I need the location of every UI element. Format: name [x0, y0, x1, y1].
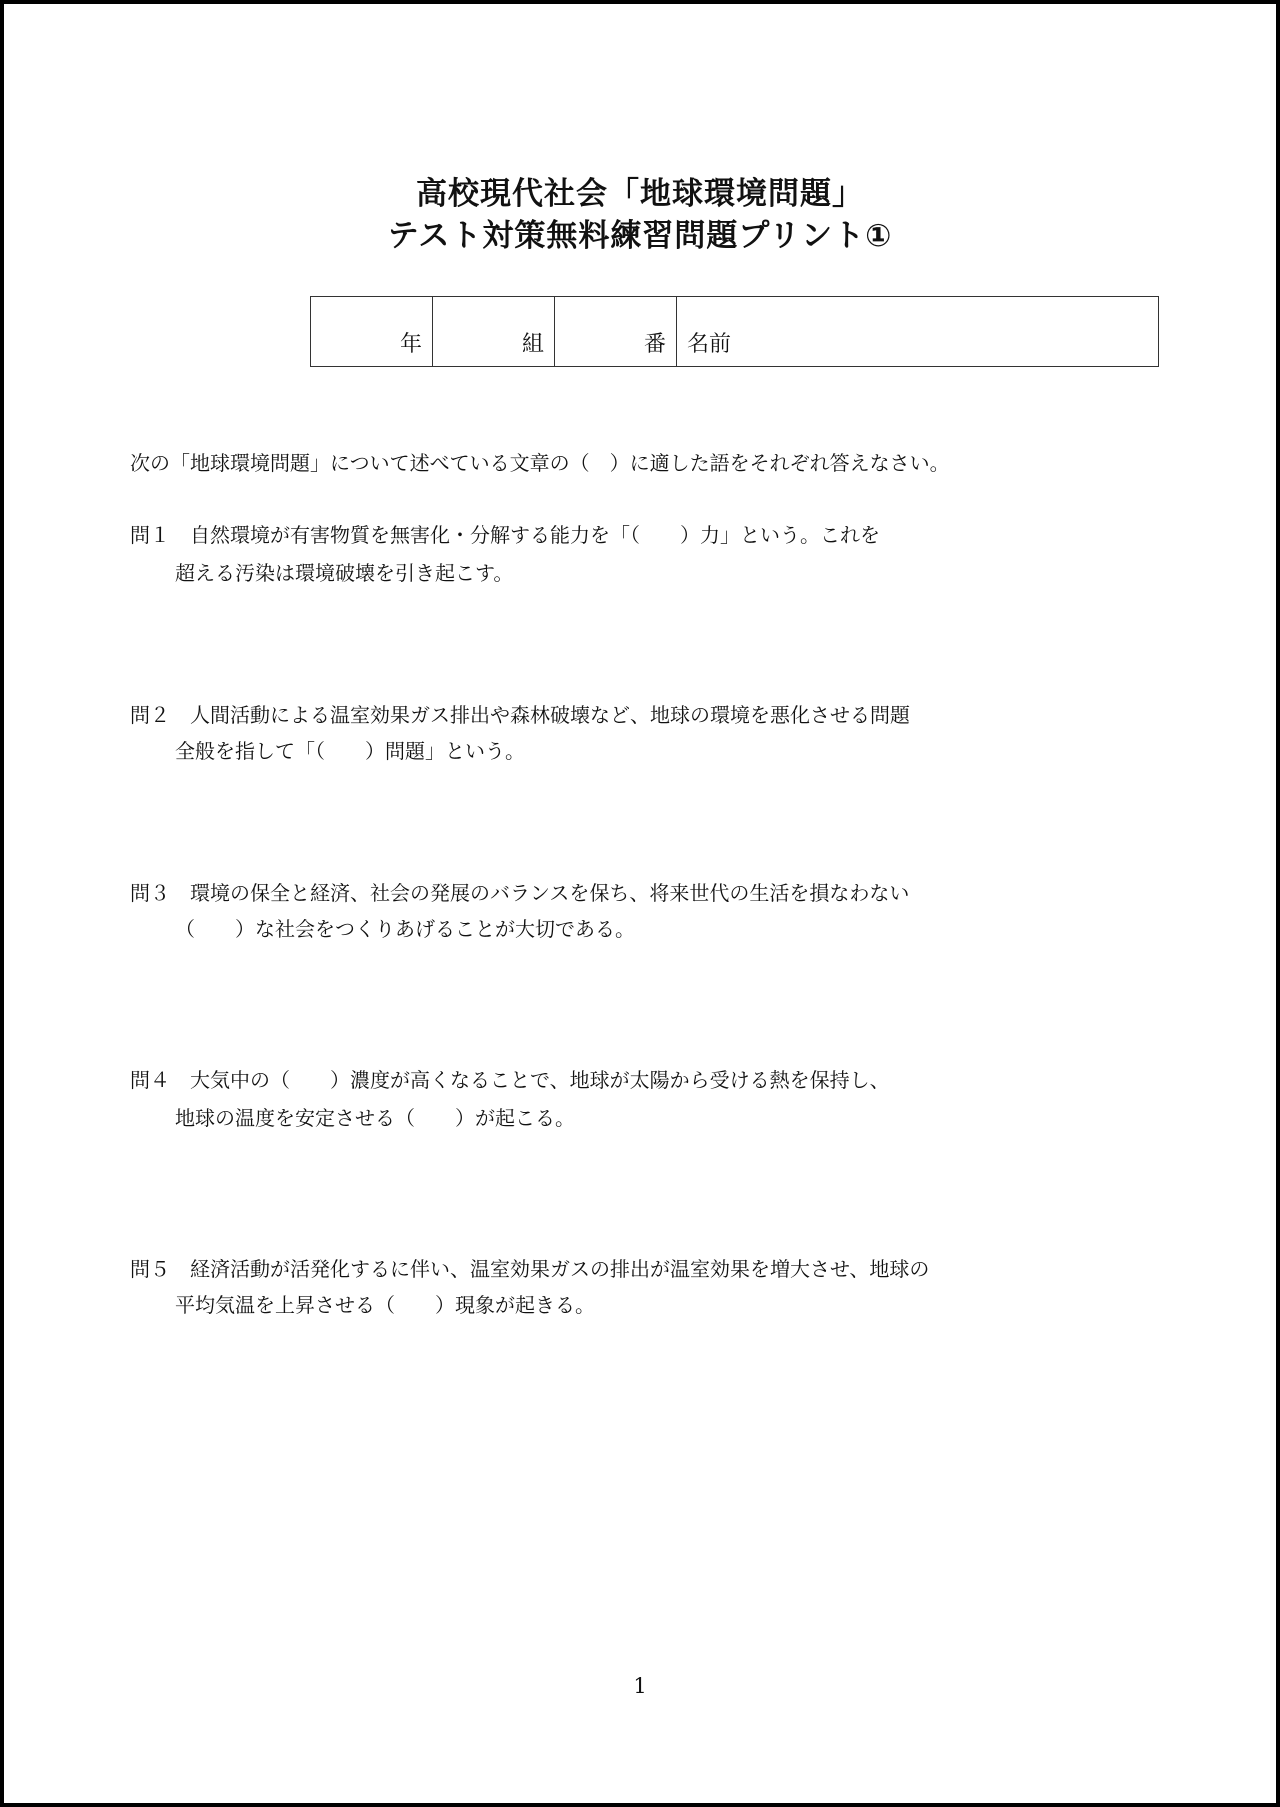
year-field[interactable]: 年 — [311, 297, 433, 367]
number-field[interactable]: 番 — [555, 297, 677, 367]
question-label: 問１ — [130, 523, 170, 547]
question-5-continuation: 平均気温を上昇させる（ ）現象が起きる。 — [175, 1293, 595, 1317]
question-label: 問２ — [130, 703, 170, 727]
question-5 — [130, 1253, 929, 1282]
instruction-text: 次の「地球環境問題」について述べている文章の（ ）に適した語をそれぞれ答えなさい。 — [130, 451, 950, 475]
name-field[interactable]: 名前 — [677, 297, 1159, 367]
question-text: 経済活動が活発化するに伴い、温室効果ガスの排出が温室効果を増大させ、地球の — [190, 1257, 930, 1281]
question-1-continuation: 超える汚染は環境破壊を引き起こす。 — [175, 561, 514, 585]
question-4 — [130, 1064, 890, 1093]
question-1 — [130, 519, 880, 548]
question-2 — [130, 699, 910, 728]
question-text: 自然環境が有害物質を無害化・分解する能力を「（ ）力」という。これを — [190, 523, 880, 547]
question-3 — [130, 877, 909, 906]
question-text: 人間活動による温室効果ガス排出や森林破壊など、地球の環境を悪化させる問題 — [190, 703, 910, 727]
question-2-continuation: 全般を指して「（ ）問題」という。 — [175, 739, 525, 763]
question-text: 大気中の（ ）濃度が高くなることで、地球が太陽から受ける熱を保持し、 — [190, 1068, 890, 1092]
question-label: 問３ — [130, 881, 170, 905]
question-text: 環境の保全と経済、社会の発展のバランスを保ち、将来世代の生活を損なわない — [190, 881, 910, 905]
student-info-box — [310, 296, 1159, 367]
question-4-continuation: 地球の温度を安定させる（ ）が起こる。 — [175, 1106, 575, 1130]
page-number: 1 — [633, 1674, 647, 1698]
class-field[interactable]: 組 — [433, 297, 555, 367]
question-label: 問５ — [130, 1257, 170, 1281]
question-3-continuation: （ ）な社会をつくりあげることが大切である。 — [175, 917, 635, 941]
title-line-1: 高校現代社会「地球環境問題」 — [416, 176, 864, 212]
question-label: 問４ — [130, 1068, 170, 1092]
title-line-2: テスト対策無料練習問題プリント① — [387, 218, 893, 254]
